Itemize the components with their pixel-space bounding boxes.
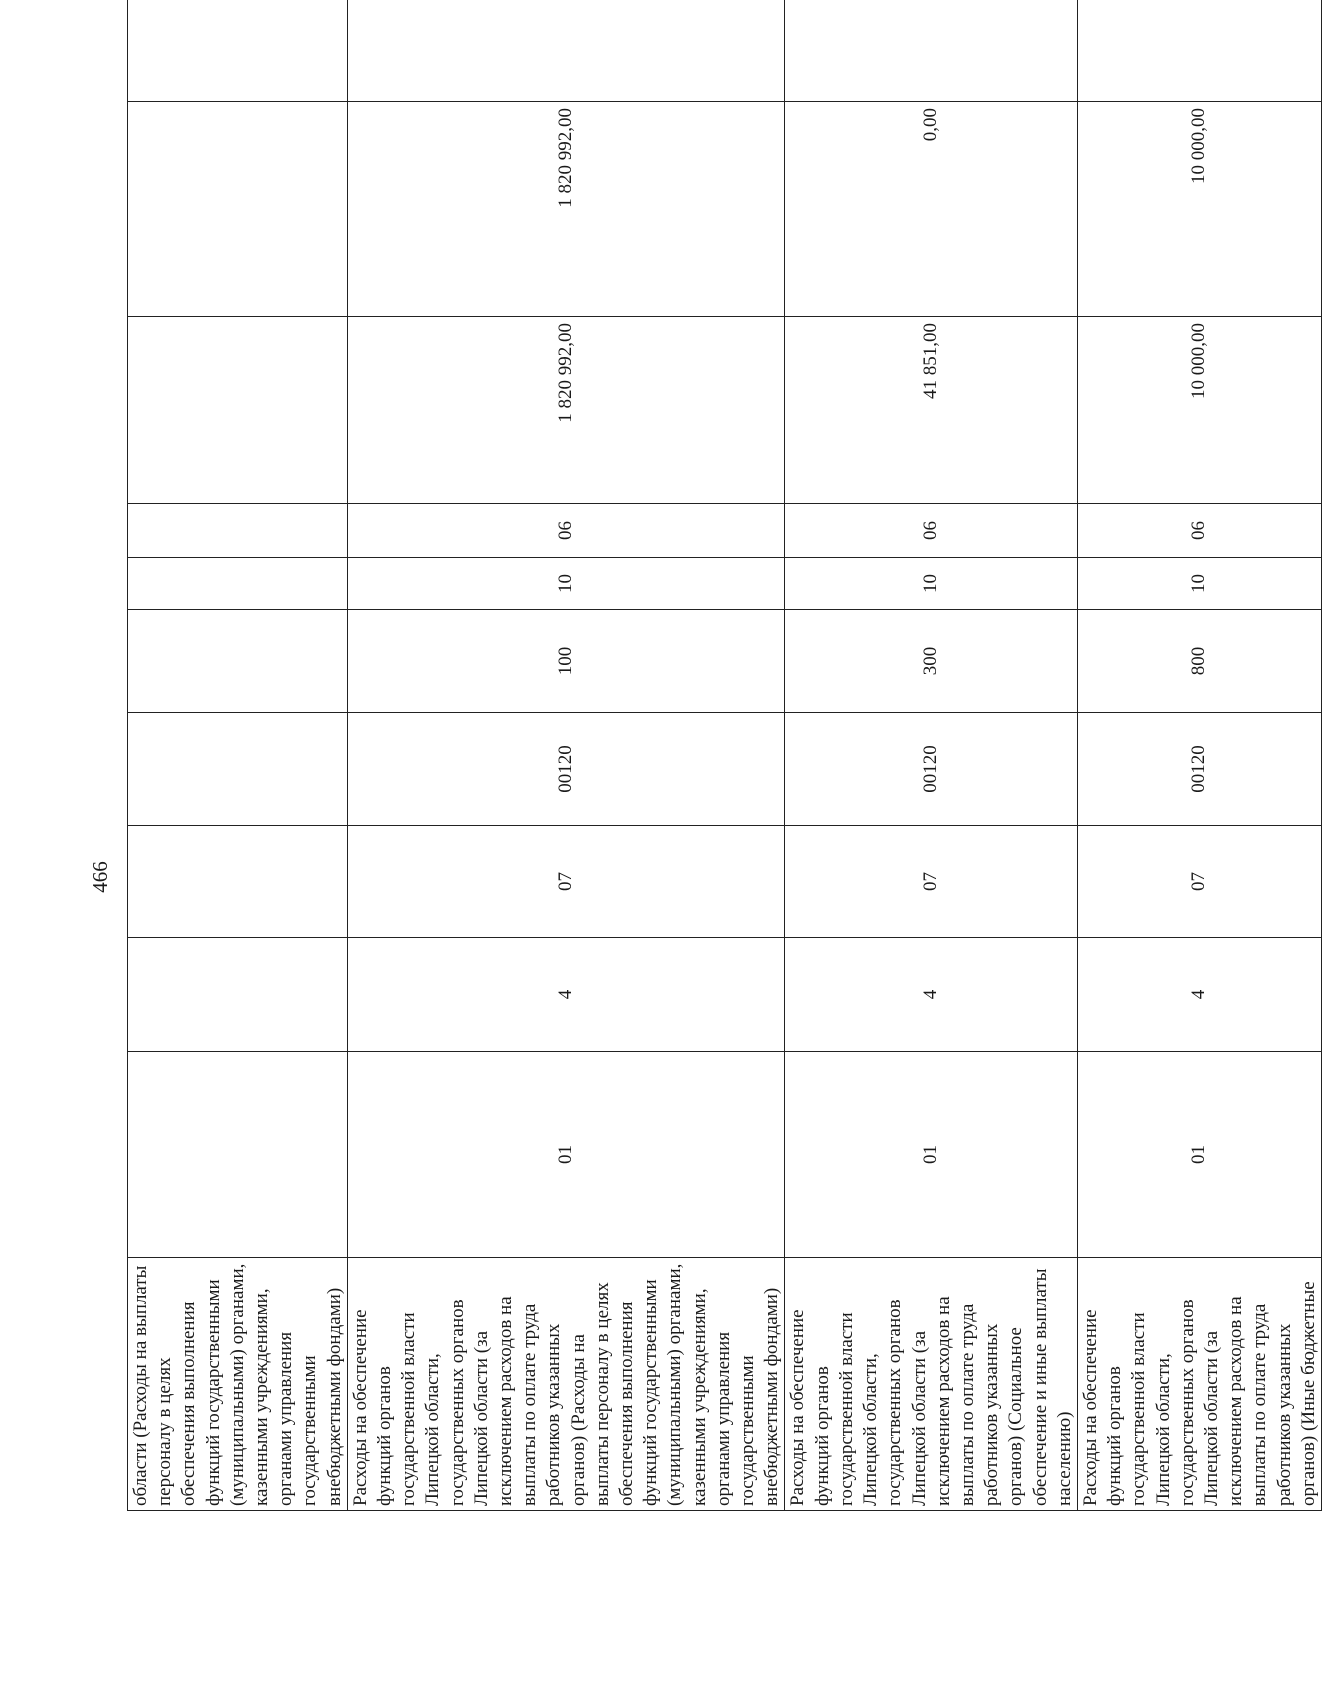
cell-code-7 <box>128 504 348 558</box>
cell-code-2 <box>128 938 348 1052</box>
cell-code-5: 300 <box>785 610 1077 713</box>
cell-amount-1: 41 851,00 <box>785 317 1077 504</box>
cell-amount-2: 10 000,00 <box>1077 102 1321 317</box>
cell-code-4: 00120 <box>347 713 785 826</box>
cell-code-2: 4 <box>785 938 1077 1052</box>
cell-code-1: 01 <box>1077 1052 1321 1258</box>
cell-amount-3 <box>347 0 785 102</box>
cell-amount-3 <box>1077 0 1321 102</box>
cell-code-3: 07 <box>347 826 785 938</box>
cell-code-6: 10 <box>347 558 785 610</box>
cell-code-7: 06 <box>785 504 1077 558</box>
cell-code-5: 100 <box>347 610 785 713</box>
cell-amount-1: 10 000,00 <box>1077 317 1321 504</box>
row-description: Расходы на обеспечение функций органов государственной власти Липецкой области, государственных органов Липецкой области (за исключением расходов на выплаты по оплате труда работников указанных органов) (Социальное обеспечение и иные выплаты населению) <box>785 1258 1077 1511</box>
cell-code-3 <box>128 826 348 938</box>
cell-code-1 <box>128 1052 348 1258</box>
cell-code-4: 00120 <box>785 713 1077 826</box>
rotated-table-wrapper <box>127 70 1319 1511</box>
row-description: Расходы на обеспечение функций органов государственной власти Липецкой области, государственных органов Липецкой области (за исключением расходов на выплаты по оплате труда работников указанных органов) (Иные бюджетные <box>1077 1258 1321 1511</box>
cell-code-5: 800 <box>1077 610 1321 713</box>
page-number: 466 <box>88 861 112 893</box>
row-description: Расходы на обеспечение функций органов государственной власти Липецкой области, государственных органов Липецкой области (за исключением расходов на выплаты по оплате труда работников указанных органов) (Расходы на выплаты персоналу в целях обеспечения выполнения функций государственными (муниципальными) органами, казенными учреждениями, органами управления государственными внебюджетными фондами) <box>347 1258 785 1511</box>
cell-code-2: 4 <box>1077 938 1321 1052</box>
table-row <box>1077 0 1321 1511</box>
cell-amount-3 <box>128 0 348 102</box>
cell-amount-1: 1 820 992,00 <box>347 317 785 504</box>
cell-code-1: 01 <box>785 1052 1077 1258</box>
cell-code-6 <box>128 558 348 610</box>
cell-code-7: 06 <box>347 504 785 558</box>
cell-code-6: 10 <box>1077 558 1321 610</box>
cell-code-4: 00120 <box>1077 713 1321 826</box>
cell-code-2: 4 <box>347 938 785 1052</box>
cell-amount-2: 0,00 <box>785 102 1077 317</box>
table-row <box>785 0 1077 1511</box>
cell-code-1: 01 <box>347 1052 785 1258</box>
cell-code-5 <box>128 610 348 713</box>
cell-amount-2: 1 820 992,00 <box>347 102 785 317</box>
row-description: области (Расходы на выплаты персоналу в целях обеспечения выполнения функций государственными (муниципальными) органами, казенными учреждениями, органами управления государственными внебюджетными фондами) <box>128 1258 348 1511</box>
cell-amount-3 <box>785 0 1077 102</box>
cell-code-3: 07 <box>785 826 1077 938</box>
cell-amount-1 <box>128 317 348 504</box>
budget-table <box>127 0 1322 1511</box>
cell-code-3: 07 <box>1077 826 1321 938</box>
cell-code-7: 06 <box>1077 504 1321 558</box>
cell-amount-2 <box>128 102 348 317</box>
cell-code-4 <box>128 713 348 826</box>
table-row <box>347 0 785 1511</box>
cell-code-6: 10 <box>785 558 1077 610</box>
table-row <box>128 0 348 1511</box>
